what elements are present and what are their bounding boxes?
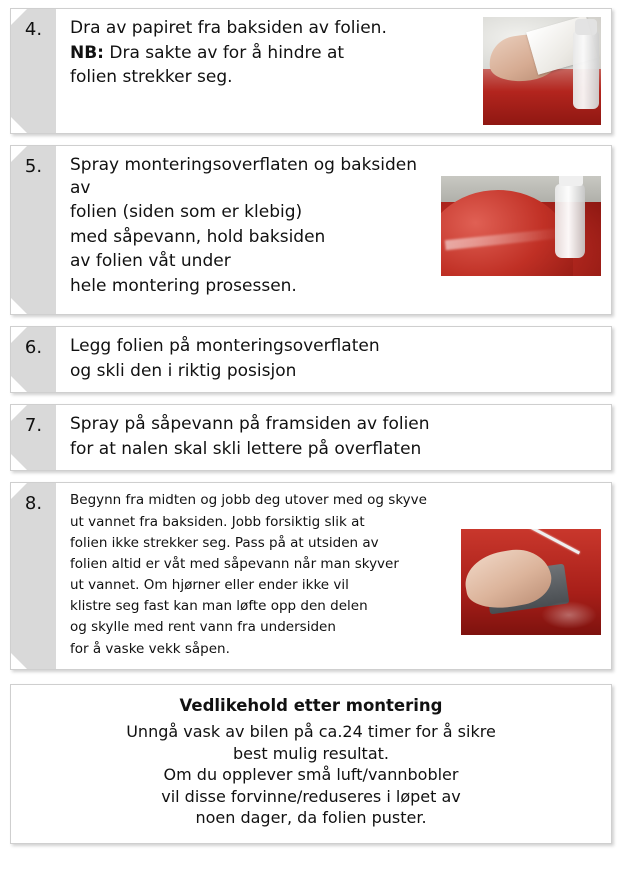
step-5-line-2: folien (siden som er klebig) <box>70 202 303 223</box>
step-5-line-1: Spray monteringsoverflaten og baksiden av <box>70 155 418 198</box>
maintenance-line-4: vil disse forvinne/reduseres i løpet av <box>161 786 461 806</box>
step-text-6 <box>70 335 601 384</box>
step-body-4 <box>56 9 611 133</box>
step-card-4 <box>10 8 612 134</box>
photo-spray-bottle <box>555 184 585 258</box>
maintenance-line-3: Om du opplever små luft/vannbobler <box>163 765 459 785</box>
step-8-line-1: Begynn fra midten og jobb deg utover med og skyve <box>70 492 427 509</box>
step-text-5 <box>70 154 441 300</box>
step-body-6 <box>56 327 611 392</box>
step-card-8 <box>10 482 612 669</box>
step-7-line-1: Spray på såpevann på framsiden av folien <box>70 414 430 435</box>
step-number-column-5 <box>11 146 56 314</box>
photo-water-sheen <box>541 601 597 629</box>
step-7-line-2: for at nalen skal skli lettere på overflaten <box>70 438 422 459</box>
maintenance-line-5: noen dager, da folien puster. <box>195 808 427 828</box>
step-8-line-3: folien ikke strekker seg. Pass på at utsiden av <box>70 534 379 551</box>
step-body-8 <box>56 483 611 668</box>
step-number-6: 6. <box>24 337 43 358</box>
step-number-5: 5. <box>24 156 43 177</box>
step-number-column-4 <box>11 9 56 133</box>
nb-label: NB: <box>70 42 104 63</box>
step-text-7 <box>70 413 601 462</box>
step-8-line-5: ut vannet. Om hjørner eller ender ikke vil <box>70 577 349 594</box>
step-8-line-6: klistre seg fast kan man løfte opp den delen <box>70 598 368 615</box>
step-4-line-2-text: Dra sakte av for å hindre at <box>109 42 345 63</box>
step-5-line-3: med såpevann, hold baksiden <box>70 226 326 247</box>
step-4-line-2 <box>70 42 475 65</box>
maintenance-title: Vedlikehold etter montering <box>179 695 443 715</box>
step-number-8: 8. <box>24 493 43 515</box>
step-number-4: 4. <box>24 19 43 40</box>
step-6-line-1: Legg folien på monteringsoverflaten <box>70 336 380 356</box>
step-body-7 <box>56 405 611 470</box>
step-text-4 <box>70 17 483 91</box>
step-8-line-8: for å vaske vekk såpen. <box>70 640 230 657</box>
step-8-line-7: og skylle med rent vann fra undersiden <box>70 619 336 636</box>
step-number-column-6 <box>11 327 56 392</box>
step-6-line-2: og skli den i riktig posisjon <box>70 360 297 381</box>
photo-peeling-backing-paper <box>483 17 601 125</box>
photo-spray-bottle-on-red-car <box>441 176 601 276</box>
step-5-line-4: av folien våt under <box>70 251 231 272</box>
maintenance-line-2: best mulig resultat. <box>233 743 389 763</box>
photo-knife-blade <box>524 529 580 554</box>
step-card-7 <box>10 404 612 471</box>
step-4-line-1: Dra av papiret fra baksiden av folien. <box>70 18 387 38</box>
photo-squeegee-on-red-surface <box>461 529 601 635</box>
step-body-5 <box>56 146 611 314</box>
step-number-column-7 <box>11 405 56 470</box>
step-number-7: 7. <box>24 415 43 437</box>
step-5-line-5: hele montering prosessen. <box>70 276 297 297</box>
maintenance-line-1: Unngå vask av bilen på ca.24 timer for å sikre <box>126 721 496 741</box>
maintenance-card <box>10 684 612 844</box>
step-8-line-2: ut vannet fra baksiden. Jobb forsiktig slik at <box>70 513 365 530</box>
photo-spray-bottle <box>573 31 599 109</box>
step-text-8 <box>70 491 461 660</box>
step-card-6 <box>10 326 612 393</box>
step-card-5 <box>10 145 612 315</box>
step-8-line-4: folien altid er våt med såpevann når man skyver <box>70 555 399 572</box>
step-4-line-3: folien strekker seg. <box>70 67 233 88</box>
step-number-column-8 <box>11 483 56 668</box>
